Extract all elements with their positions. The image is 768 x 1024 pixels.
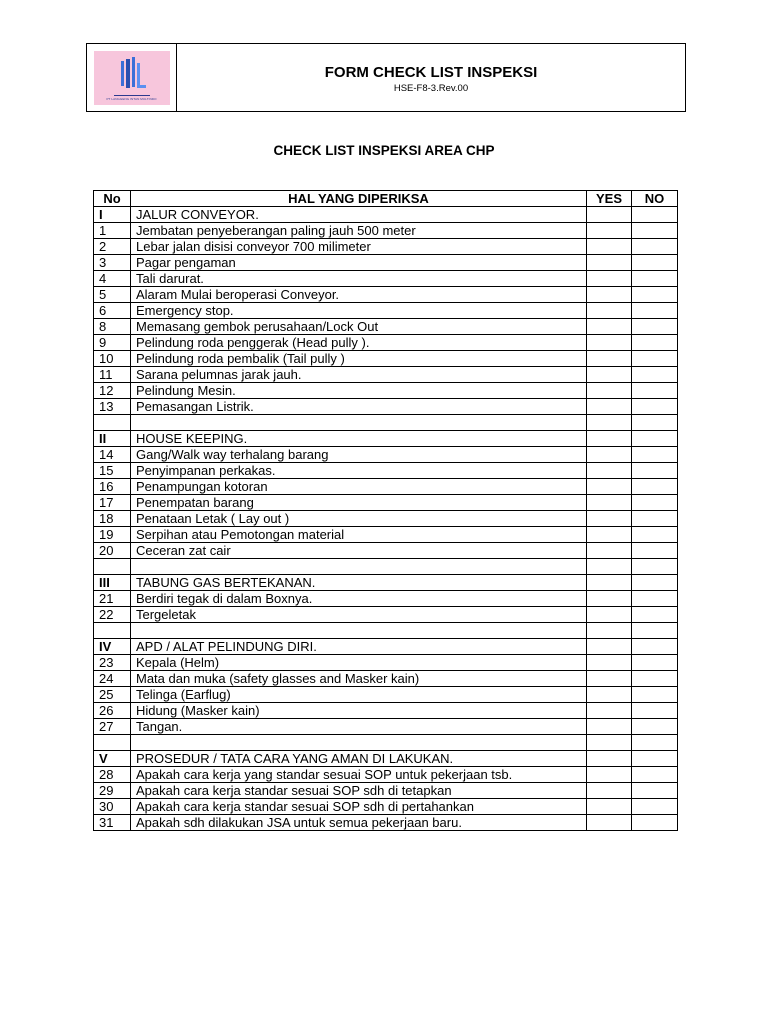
- table-row: [94, 655, 678, 671]
- row-number: 28: [94, 767, 131, 783]
- row-number: 19: [94, 527, 131, 543]
- row-item: Tali darurat.: [131, 271, 587, 287]
- table-row: [94, 383, 678, 399]
- no-check-cell[interactable]: [632, 591, 678, 607]
- yes-check-cell[interactable]: [587, 751, 632, 767]
- row-item: Berdiri tegak di dalam Boxnya.: [131, 591, 587, 607]
- no-check-cell[interactable]: [632, 767, 678, 783]
- row-item: Serpihan atau Pemotongan material: [131, 527, 587, 543]
- table-row: [94, 351, 678, 367]
- row-number: 2: [94, 239, 131, 255]
- no-check-cell[interactable]: [632, 735, 678, 751]
- row-item: Ceceran zat cair: [131, 543, 587, 559]
- row-item: Tangan.: [131, 719, 587, 735]
- section-row: [94, 639, 678, 655]
- table-row: [94, 511, 678, 527]
- row-number: 16: [94, 479, 131, 495]
- table-row: [94, 783, 678, 799]
- row-number: 22: [94, 607, 131, 623]
- no-check-cell[interactable]: [632, 511, 678, 527]
- table-row: [94, 815, 678, 831]
- yes-check-cell[interactable]: [587, 463, 632, 479]
- table-row: [94, 687, 678, 703]
- no-check-cell[interactable]: [632, 383, 678, 399]
- no-check-cell[interactable]: [632, 575, 678, 591]
- row-number: 30: [94, 799, 131, 815]
- logo-caption: PT LANGGENG INTAN MULTINDO: [106, 96, 157, 101]
- row-number: 29: [94, 783, 131, 799]
- row-item: Kepala (Helm): [131, 655, 587, 671]
- row-item: Gang/Walk way terhalang barang: [131, 447, 587, 463]
- table-header-row: [94, 191, 678, 207]
- no-check-cell[interactable]: [632, 255, 678, 271]
- row-number: 15: [94, 463, 131, 479]
- column-header-yes: YES: [587, 191, 632, 207]
- row-number: 31: [94, 815, 131, 831]
- no-check-cell[interactable]: [632, 671, 678, 687]
- yes-check-cell[interactable]: [587, 335, 632, 351]
- row-number: [94, 415, 131, 431]
- row-number: 24: [94, 671, 131, 687]
- yes-check-cell[interactable]: [587, 703, 632, 719]
- yes-check-cell[interactable]: [587, 655, 632, 671]
- table-row: [94, 319, 678, 335]
- form-title: FORM CHECK LIST INSPEKSI: [324, 64, 538, 81]
- yes-check-cell[interactable]: [587, 527, 632, 543]
- company-logo: [94, 51, 170, 105]
- yes-check-cell[interactable]: [587, 319, 632, 335]
- no-check-cell[interactable]: [632, 559, 678, 575]
- row-item: Penataan Letak ( Lay out ): [131, 511, 587, 527]
- spacer-row: [94, 415, 678, 431]
- yes-check-cell[interactable]: [587, 287, 632, 303]
- no-check-cell[interactable]: [632, 623, 678, 639]
- yes-check-cell[interactable]: [587, 495, 632, 511]
- yes-check-cell[interactable]: [587, 607, 632, 623]
- table-row: [94, 447, 678, 463]
- row-number: IV: [94, 639, 131, 655]
- row-item: Jembatan penyeberangan paling jauh 500 meter: [131, 223, 587, 239]
- table-row: [94, 271, 678, 287]
- no-check-cell[interactable]: [632, 639, 678, 655]
- no-check-cell[interactable]: [632, 719, 678, 735]
- table-row: [94, 399, 678, 415]
- row-number: I: [94, 207, 131, 223]
- no-check-cell[interactable]: [632, 751, 678, 767]
- yes-check-cell[interactable]: [587, 367, 632, 383]
- yes-check-cell[interactable]: [587, 591, 632, 607]
- table-row: [94, 799, 678, 815]
- row-item: Telinga (Earflug): [131, 687, 587, 703]
- table-row: [94, 287, 678, 303]
- row-number: 4: [94, 271, 131, 287]
- row-number: 11: [94, 367, 131, 383]
- row-item: Memasang gembok perusahaan/Lock Out: [131, 319, 587, 335]
- no-check-cell[interactable]: [632, 271, 678, 287]
- yes-check-cell[interactable]: [587, 799, 632, 815]
- row-item: TABUNG GAS BERTEKANAN.: [131, 575, 587, 591]
- row-item: HOUSE KEEPING.: [131, 431, 587, 447]
- no-check-cell[interactable]: [632, 495, 678, 511]
- table-row: [94, 671, 678, 687]
- row-number: 12: [94, 383, 131, 399]
- yes-check-cell[interactable]: [587, 447, 632, 463]
- no-check-cell[interactable]: [632, 543, 678, 559]
- row-number: 18: [94, 511, 131, 527]
- row-item: [131, 559, 587, 575]
- no-check-cell[interactable]: [632, 415, 678, 431]
- row-item: Tergeletak: [131, 607, 587, 623]
- table-row: [94, 463, 678, 479]
- row-item: Apakah sdh dilakukan JSA untuk semua pekerjaan baru.: [131, 815, 587, 831]
- table-row: [94, 223, 678, 239]
- column-header-item: HAL YANG DIPERIKSA: [131, 191, 587, 207]
- no-check-cell[interactable]: [632, 399, 678, 415]
- table-row: [94, 495, 678, 511]
- table-row: [94, 479, 678, 495]
- yes-check-cell[interactable]: [587, 671, 632, 687]
- yes-check-cell[interactable]: [587, 223, 632, 239]
- yes-check-cell[interactable]: [587, 399, 632, 415]
- row-number: 21: [94, 591, 131, 607]
- no-check-cell[interactable]: [632, 335, 678, 351]
- row-number: [94, 559, 131, 575]
- table-row: [94, 703, 678, 719]
- yes-check-cell[interactable]: [587, 303, 632, 319]
- no-check-cell[interactable]: [632, 223, 678, 239]
- section-row: [94, 575, 678, 591]
- yes-check-cell[interactable]: [587, 719, 632, 735]
- yes-check-cell[interactable]: [587, 431, 632, 447]
- no-check-cell[interactable]: [632, 815, 678, 831]
- no-check-cell[interactable]: [632, 655, 678, 671]
- row-item: Apakah cara kerja standar sesuai SOP sdh di pertahankan: [131, 799, 587, 815]
- row-item: Penyimpanan perkakas.: [131, 463, 587, 479]
- row-item: JALUR CONVEYOR.: [131, 207, 587, 223]
- row-number: [94, 735, 131, 751]
- row-number: 25: [94, 687, 131, 703]
- yes-check-cell[interactable]: [587, 559, 632, 575]
- row-item: Pemasangan Listrik.: [131, 399, 587, 415]
- yes-check-cell[interactable]: [587, 687, 632, 703]
- yes-check-cell[interactable]: [587, 575, 632, 591]
- yes-check-cell[interactable]: [587, 383, 632, 399]
- checklist-table: [93, 190, 678, 831]
- row-item: Apakah cara kerja yang standar sesuai SOP untuk pekerjaan tsb.: [131, 767, 587, 783]
- spacer-row: [94, 623, 678, 639]
- no-check-cell[interactable]: [632, 351, 678, 367]
- section-row: [94, 751, 678, 767]
- row-number: 6: [94, 303, 131, 319]
- row-item: [131, 415, 587, 431]
- table-row: [94, 335, 678, 351]
- row-number: 1: [94, 223, 131, 239]
- row-item: Alaram Mulai beroperasi Conveyor.: [131, 287, 587, 303]
- yes-check-cell[interactable]: [587, 783, 632, 799]
- no-check-cell[interactable]: [632, 527, 678, 543]
- row-number: 27: [94, 719, 131, 735]
- row-number: 10: [94, 351, 131, 367]
- table-row: [94, 767, 678, 783]
- row-number: 20: [94, 543, 131, 559]
- page-heading: CHECK LIST INSPEKSI AREA CHP: [273, 143, 495, 158]
- table-row: [94, 607, 678, 623]
- yes-check-cell[interactable]: [587, 511, 632, 527]
- no-check-cell[interactable]: [632, 431, 678, 447]
- row-number: 13: [94, 399, 131, 415]
- yes-check-cell[interactable]: [587, 623, 632, 639]
- yes-check-cell[interactable]: [587, 735, 632, 751]
- row-item: Pagar pengaman: [131, 255, 587, 271]
- row-number: II: [94, 431, 131, 447]
- table-row: [94, 255, 678, 271]
- row-item: APD / ALAT PELINDUNG DIRI.: [131, 639, 587, 655]
- no-check-cell[interactable]: [632, 207, 678, 223]
- row-number: 5: [94, 287, 131, 303]
- logo-cell: [87, 44, 177, 111]
- row-number: V: [94, 751, 131, 767]
- section-row: [94, 207, 678, 223]
- table-row: [94, 719, 678, 735]
- yes-check-cell[interactable]: [587, 479, 632, 495]
- row-item: PROSEDUR / TATA CARA YANG AMAN DI LAKUKAN.: [131, 751, 587, 767]
- yes-check-cell[interactable]: [587, 255, 632, 271]
- no-check-cell[interactable]: [632, 783, 678, 799]
- row-item: Sarana pelumnas jarak jauh.: [131, 367, 587, 383]
- row-item: Pelindung roda pembalik (Tail pully ): [131, 351, 587, 367]
- table-row: [94, 527, 678, 543]
- no-check-cell[interactable]: [632, 239, 678, 255]
- checklist-body: [94, 207, 678, 831]
- row-number: 26: [94, 703, 131, 719]
- row-number: 17: [94, 495, 131, 511]
- no-check-cell[interactable]: [632, 703, 678, 719]
- column-header-no: No: [94, 191, 131, 207]
- table-row: [94, 367, 678, 383]
- no-check-cell[interactable]: [632, 319, 678, 335]
- form-code: HSE-F8-3.Rev.00: [393, 83, 469, 94]
- yes-check-cell[interactable]: [587, 415, 632, 431]
- yes-check-cell[interactable]: [587, 767, 632, 783]
- row-number: 23: [94, 655, 131, 671]
- table-row: [94, 239, 678, 255]
- yes-check-cell[interactable]: [587, 271, 632, 287]
- spacer-row: [94, 735, 678, 751]
- row-number: [94, 623, 131, 639]
- row-item: Emergency stop.: [131, 303, 587, 319]
- yes-check-cell[interactable]: [587, 351, 632, 367]
- row-item: Lebar jalan disisi conveyor 700 milimeter: [131, 239, 587, 255]
- row-item: Pelindung roda penggerak (Head pully ).: [131, 335, 587, 351]
- table-row: [94, 543, 678, 559]
- section-row: [94, 431, 678, 447]
- row-number: 14: [94, 447, 131, 463]
- no-check-cell[interactable]: [632, 303, 678, 319]
- no-check-cell[interactable]: [632, 463, 678, 479]
- table-row: [94, 591, 678, 607]
- yes-check-cell[interactable]: [587, 815, 632, 831]
- table-row: [94, 303, 678, 319]
- title-cell: [177, 44, 685, 111]
- no-check-cell[interactable]: [632, 287, 678, 303]
- row-item: [131, 623, 587, 639]
- yes-check-cell[interactable]: [587, 639, 632, 655]
- yes-check-cell[interactable]: [587, 239, 632, 255]
- row-item: [131, 735, 587, 751]
- no-check-cell[interactable]: [632, 799, 678, 815]
- no-check-cell[interactable]: [632, 479, 678, 495]
- yes-check-cell[interactable]: [587, 543, 632, 559]
- row-number: 3: [94, 255, 131, 271]
- row-item: Penempatan barang: [131, 495, 587, 511]
- no-check-cell[interactable]: [632, 687, 678, 703]
- row-item: Apakah cara kerja standar sesuai SOP sdh di tetapkan: [131, 783, 587, 799]
- row-number: 9: [94, 335, 131, 351]
- row-item: Mata dan muka (safety glasses and Masker kain): [131, 671, 587, 687]
- no-check-cell[interactable]: [632, 447, 678, 463]
- form-header: [86, 43, 686, 112]
- row-number: 8: [94, 319, 131, 335]
- column-header-no-answer: NO: [632, 191, 678, 207]
- no-check-cell[interactable]: [632, 607, 678, 623]
- row-item: Hidung (Masker kain): [131, 703, 587, 719]
- row-item: Pelindung Mesin.: [131, 383, 587, 399]
- row-item: Penampungan kotoran: [131, 479, 587, 495]
- yes-check-cell[interactable]: [587, 207, 632, 223]
- spacer-row: [94, 559, 678, 575]
- row-number: III: [94, 575, 131, 591]
- no-check-cell[interactable]: [632, 367, 678, 383]
